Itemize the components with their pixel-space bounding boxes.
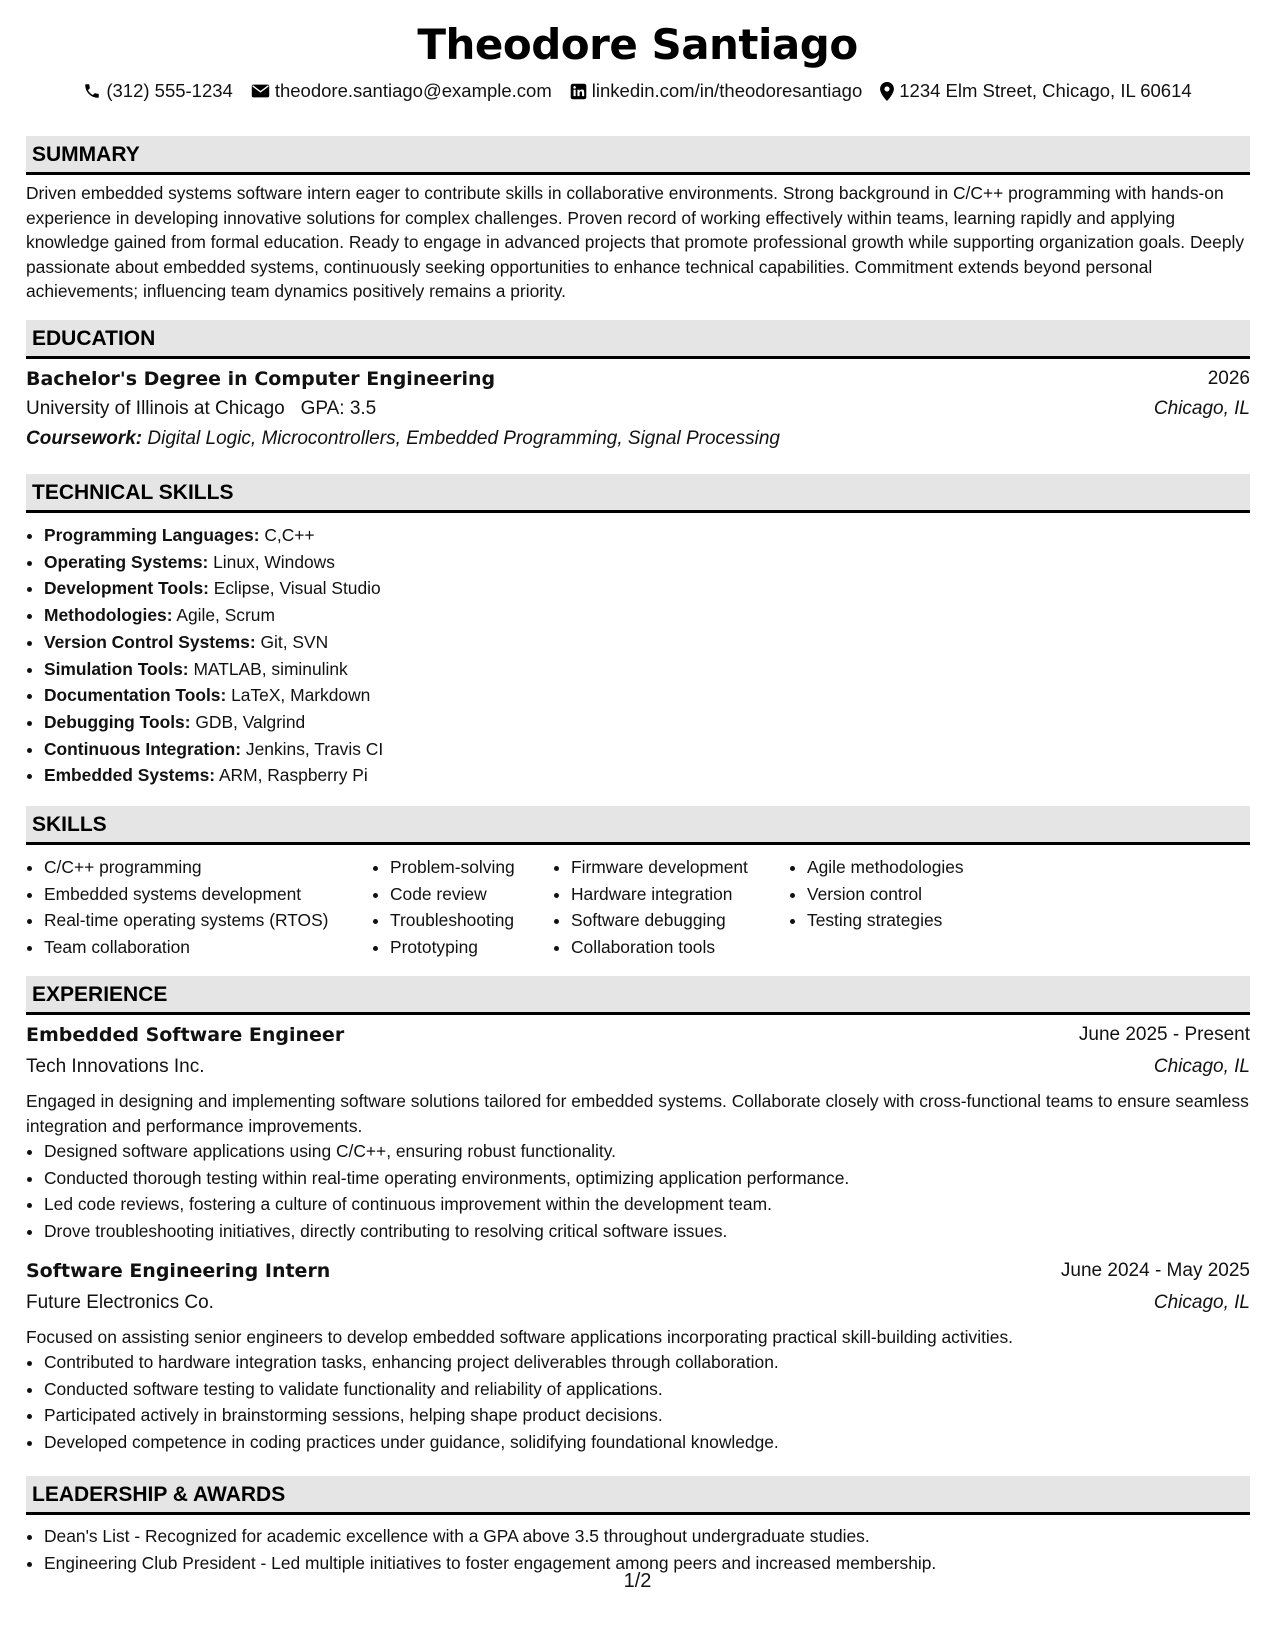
- list-item: • C/C++ programming: [44, 854, 372, 881]
- job-summary: Engaged in designing and implementing software solutions tailored for embedded systems. Collaborate closely with cross-functional teams to ensure seamless integration and performance improvements.: [26, 1091, 1249, 1136]
- job-title: Software Engineering Intern: [26, 1260, 331, 1282]
- skill-value: ARM, Raspberry Pi: [218, 765, 368, 786]
- list-item: • Designed software applications using C/C++, ensuring robust functionality.: [44, 1138, 849, 1165]
- list-item: [44, 682, 383, 709]
- skills-heading: [26, 806, 1250, 845]
- school-name: University of Illinois at Chicago: [26, 398, 285, 419]
- list-item: • Embedded systems development: [44, 881, 372, 908]
- list-item: • Led code reviews, fostering a culture of continuous improvement within the development team.: [44, 1191, 849, 1218]
- experience-heading-text: EXPERIENCE: [32, 983, 168, 1006]
- skill-label: Programming Languages:: [44, 525, 260, 545]
- job-bullets: [26, 1138, 849, 1245]
- list-item: • Hardware integration: [571, 881, 789, 908]
- education-degree-row: [26, 366, 1250, 392]
- job-location: Chicago, IL: [1153, 1056, 1250, 1077]
- skill-value: Linux, Windows: [213, 551, 335, 572]
- job-bullets: [26, 1349, 779, 1456]
- list-item: [44, 736, 383, 763]
- skills-column: [553, 854, 789, 961]
- list-item: • Conducted software testing to validate functionality and reliability of applications.: [44, 1376, 779, 1403]
- degree-title: Bachelor's Degree in Computer Engineering: [26, 368, 496, 390]
- skills-heading-text: SKILLS: [32, 813, 107, 836]
- leadership-list: [26, 1523, 936, 1576]
- coursework-row: [26, 426, 1250, 452]
- education-school-row: [26, 396, 1250, 422]
- summary-heading-text: SUMMARY: [32, 143, 140, 166]
- skills-column: [372, 854, 553, 961]
- skill-label: Continuous Integration:: [44, 738, 242, 759]
- coursework: [26, 426, 780, 452]
- list-item: [44, 602, 383, 629]
- phone-icon: [83, 82, 101, 100]
- list-item: • Problem-solving: [390, 854, 553, 881]
- phone-text: (312) 555-1234: [106, 80, 233, 101]
- leadership-heading: [26, 1476, 1250, 1515]
- list-item: • Contributed to hardware integration tasks, enhancing project deliverables through collaboration.: [44, 1349, 779, 1376]
- list-item: • Drove troubleshooting initiatives, directly contributing to resolving critical software issues.: [44, 1218, 849, 1245]
- list-item: • Participated actively in brainstorming sessions, helping shape product decisions.: [44, 1402, 779, 1429]
- skill-label: Debugging Tools:: [44, 711, 191, 732]
- contact-email[interactable]: [251, 80, 552, 102]
- job-summary: Focused on assisting senior engineers to develop embedded software applications incorporating practical skill-building activities.: [26, 1327, 1013, 1347]
- technical-skills-heading-text: TECHNICAL SKILLS: [32, 481, 234, 504]
- envelope-icon: [251, 83, 270, 99]
- linkedin-text: linkedin.com/in/theodoresantiago: [591, 80, 863, 101]
- skill-label: Embedded Systems:: [44, 765, 216, 786]
- skill-value: Jenkins, Travis CI: [245, 738, 384, 759]
- list-item: • Version control: [807, 881, 1027, 908]
- experience-heading: [26, 976, 1250, 1015]
- list-item: • Code review: [390, 881, 553, 908]
- list-item: • Agile methodologies: [807, 854, 1027, 881]
- list-item: • Team collaboration: [44, 934, 372, 961]
- skill-value: MATLAB, siminulink: [193, 658, 348, 679]
- job-location: Chicago, IL: [1153, 1292, 1250, 1313]
- list-item: • Collaboration tools: [571, 934, 789, 961]
- summary-text: Driven embedded systems software intern eager to contribute skills in collaborative environments. Strong background in C/C++ programming with hands-on experience in developing innovative solutions for complex challenges. Proven record of working effectively within teams, learning rapidly and applying knowledge gained from formal education. Ready to engage in advanced projects that promote professional growth while supporting organization goals. Deeply passionate about embedded systems, continuously seeking opportunities to enhance technical capabilities. Commitment extends beyond personal achievements; influencing team dynamics positively remains a priority.: [26, 183, 1245, 301]
- page-number: 1/2: [623, 1570, 652, 1592]
- list-item: [44, 656, 383, 683]
- list-item: [44, 762, 383, 789]
- list-item: [44, 629, 383, 656]
- skill-label: Simulation Tools:: [44, 658, 189, 679]
- list-item: • Testing strategies: [807, 907, 1027, 934]
- education-heading-text: EDUCATION: [32, 327, 156, 350]
- skill-value: LaTeX, Markdown: [231, 685, 371, 706]
- school-info: [26, 396, 376, 422]
- skills-columns: [26, 854, 1027, 961]
- coursework-list: Digital Logic, Microcontrollers, Embedded Programming, Signal Processing: [147, 428, 780, 449]
- skill-value: Git, SVN: [260, 631, 329, 652]
- technical-skills-list: [26, 522, 383, 789]
- job-company-row: [26, 1054, 1250, 1080]
- list-item: • Troubleshooting: [390, 907, 553, 934]
- skill-label: Version Control Systems:: [44, 631, 256, 652]
- skill-value: Eclipse, Visual Studio: [213, 578, 381, 599]
- list-item: • Conducted thorough testing within real-time operating environments, optimizing application performance.: [44, 1165, 849, 1192]
- list-item: [44, 522, 383, 549]
- skill-value: Agile, Scrum: [176, 605, 275, 626]
- job-dates: June 2025 - Present: [1078, 1024, 1250, 1045]
- location-pin-icon: [880, 82, 894, 101]
- linkedin-icon: [570, 83, 587, 100]
- list-item: • Developed competence in coding practices under guidance, solidifying foundational knowledge.: [44, 1429, 779, 1456]
- contact-address: [880, 80, 1191, 102]
- summary-heading: [26, 136, 1250, 175]
- coursework-label: Coursework:: [26, 428, 143, 449]
- list-item: [44, 709, 383, 736]
- skill-label: Documentation Tools:: [44, 685, 227, 706]
- job-company-row: [26, 1290, 1250, 1316]
- leadership-heading-text: LEADERSHIP & AWARDS: [32, 1483, 286, 1506]
- job-dates: June 2024 - May 2025: [1060, 1260, 1250, 1281]
- candidate-name: Theodore Santiago: [417, 20, 858, 69]
- contact-bar: [0, 80, 1275, 102]
- job-company: Future Electronics Co.: [26, 1292, 214, 1313]
- gpa: GPA: 3.5: [300, 398, 377, 419]
- graduation-year: 2026: [1207, 368, 1250, 389]
- skill-label: Methodologies:: [44, 605, 173, 626]
- technical-skills-heading: [26, 474, 1250, 513]
- contact-phone: [83, 80, 233, 102]
- skills-column: [789, 854, 1027, 961]
- list-item: [44, 549, 383, 576]
- list-item: • Engineering Club President - Led multiple initiatives to foster engagement among peers and increased membership.: [44, 1550, 936, 1577]
- address-text: 1234 Elm Street, Chicago, IL 60614: [899, 80, 1192, 101]
- list-item: • Dean's List - Recognized for academic excellence with a GPA above 3.5 throughout undergraduate studies.: [44, 1523, 936, 1550]
- job-title-row: [26, 1258, 1250, 1284]
- list-item: [44, 575, 383, 602]
- job-title: Embedded Software Engineer: [26, 1024, 345, 1046]
- contact-linkedin[interactable]: [570, 80, 862, 102]
- skill-value: C,C++: [264, 525, 315, 545]
- skill-value: GDB, Valgrind: [195, 711, 306, 732]
- list-item: • Firmware development: [571, 854, 789, 881]
- email-text: theodore.santiago@example.com: [274, 80, 552, 101]
- list-item: • Prototyping: [390, 934, 553, 961]
- skill-label: Operating Systems:: [44, 551, 209, 572]
- list-item: • Software debugging: [571, 907, 789, 934]
- list-item: • Real-time operating systems (RTOS): [44, 907, 372, 934]
- skills-column: [26, 854, 372, 961]
- job-company: Tech Innovations Inc.: [26, 1056, 205, 1077]
- school-location: Chicago, IL: [1153, 398, 1250, 419]
- education-heading: [26, 320, 1250, 359]
- skill-label: Development Tools:: [44, 578, 209, 599]
- job-title-row: [26, 1022, 1250, 1048]
